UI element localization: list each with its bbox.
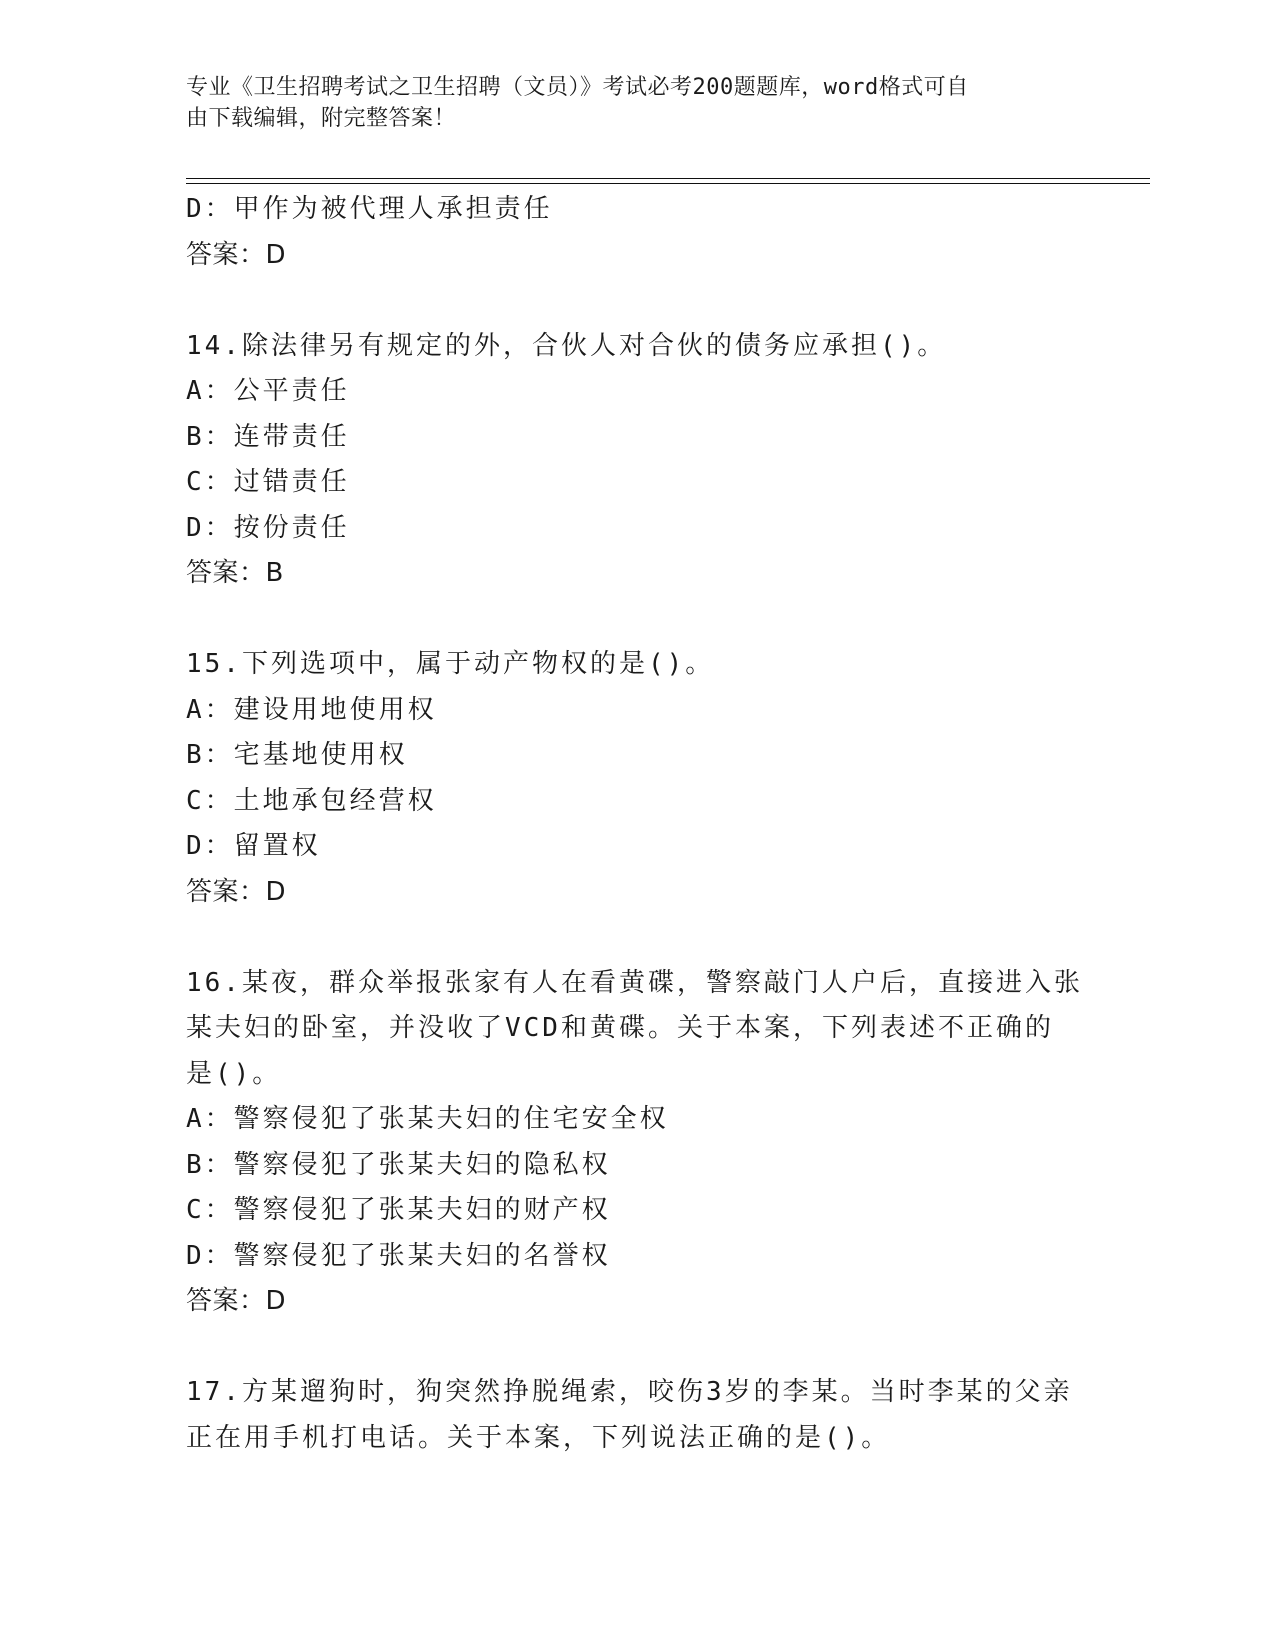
spacer (186, 278, 1086, 324)
question-stem: 14.除法律另有规定的外，合伙人对合伙的债务应承担()。 (186, 330, 947, 361)
question-list (186, 187, 1086, 1461)
option-a: A：警察侵犯了张某夫妇的住宅安全权 (186, 1104, 669, 1134)
header-rule-bottom (186, 183, 1150, 184)
option-c: C：土地承包经营权 (186, 785, 437, 816)
spacer (186, 1325, 1086, 1371)
option-a: A：建设用地使用权 (186, 694, 437, 725)
answer-line: 答案：D (186, 876, 287, 907)
document-header (186, 72, 1056, 134)
option-b: B：警察侵犯了张某夫妇的隐私权 (186, 1149, 611, 1180)
question-stem-line: 正在用手机打电话。关于本案，下列说法正确的是()。 (186, 1422, 891, 1453)
header-line-2: 由下载编辑，附完整答案！ (186, 106, 457, 131)
option-d: D：警察侵犯了张某夫妇的名誉权 (186, 1240, 611, 1271)
option-b: B：宅基地使用权 (186, 740, 408, 770)
option-d: D：按份责任 (186, 512, 350, 543)
question-stem: 15.下列选项中，属于动产物权的是()。 (186, 649, 715, 679)
option-c: C：过错责任 (186, 467, 350, 497)
answer-line: 答案：D (186, 239, 287, 270)
option-b: B：连带责任 (186, 421, 350, 452)
answer-line: 答案：D (186, 1286, 287, 1316)
spacer (186, 597, 1086, 643)
question-stem-line: 16.某夜，群众举报张家有人在看黄碟，警察敲门人户后，直接进入张 (186, 967, 1083, 998)
option-c: C：警察侵犯了张某夫妇的财产权 (186, 1195, 611, 1225)
question-stem-line: 是()。 (186, 1058, 282, 1089)
header-line-1: 专业《卫生招聘考试之卫生招聘（文员）》考试必考200题题库，word格式可自 (186, 75, 969, 100)
option-a: A：公平责任 (186, 376, 350, 406)
spacer (186, 915, 1086, 961)
option-d: D：甲作为被代理人承担责任 (186, 194, 553, 224)
question-stem-line: 17.方某遛狗时，狗突然挣脱绳索，咬伤3岁的李某。当时李某的父亲 (186, 1377, 1073, 1407)
header-rule-top (186, 178, 1150, 179)
option-d: D：留置权 (186, 831, 321, 861)
answer-line: 答案：B (186, 558, 284, 588)
question-stem-line: 某夫妇的卧室，并没收了VCD和黄碟。关于本案，下列表述不正确的 (186, 1013, 1054, 1043)
